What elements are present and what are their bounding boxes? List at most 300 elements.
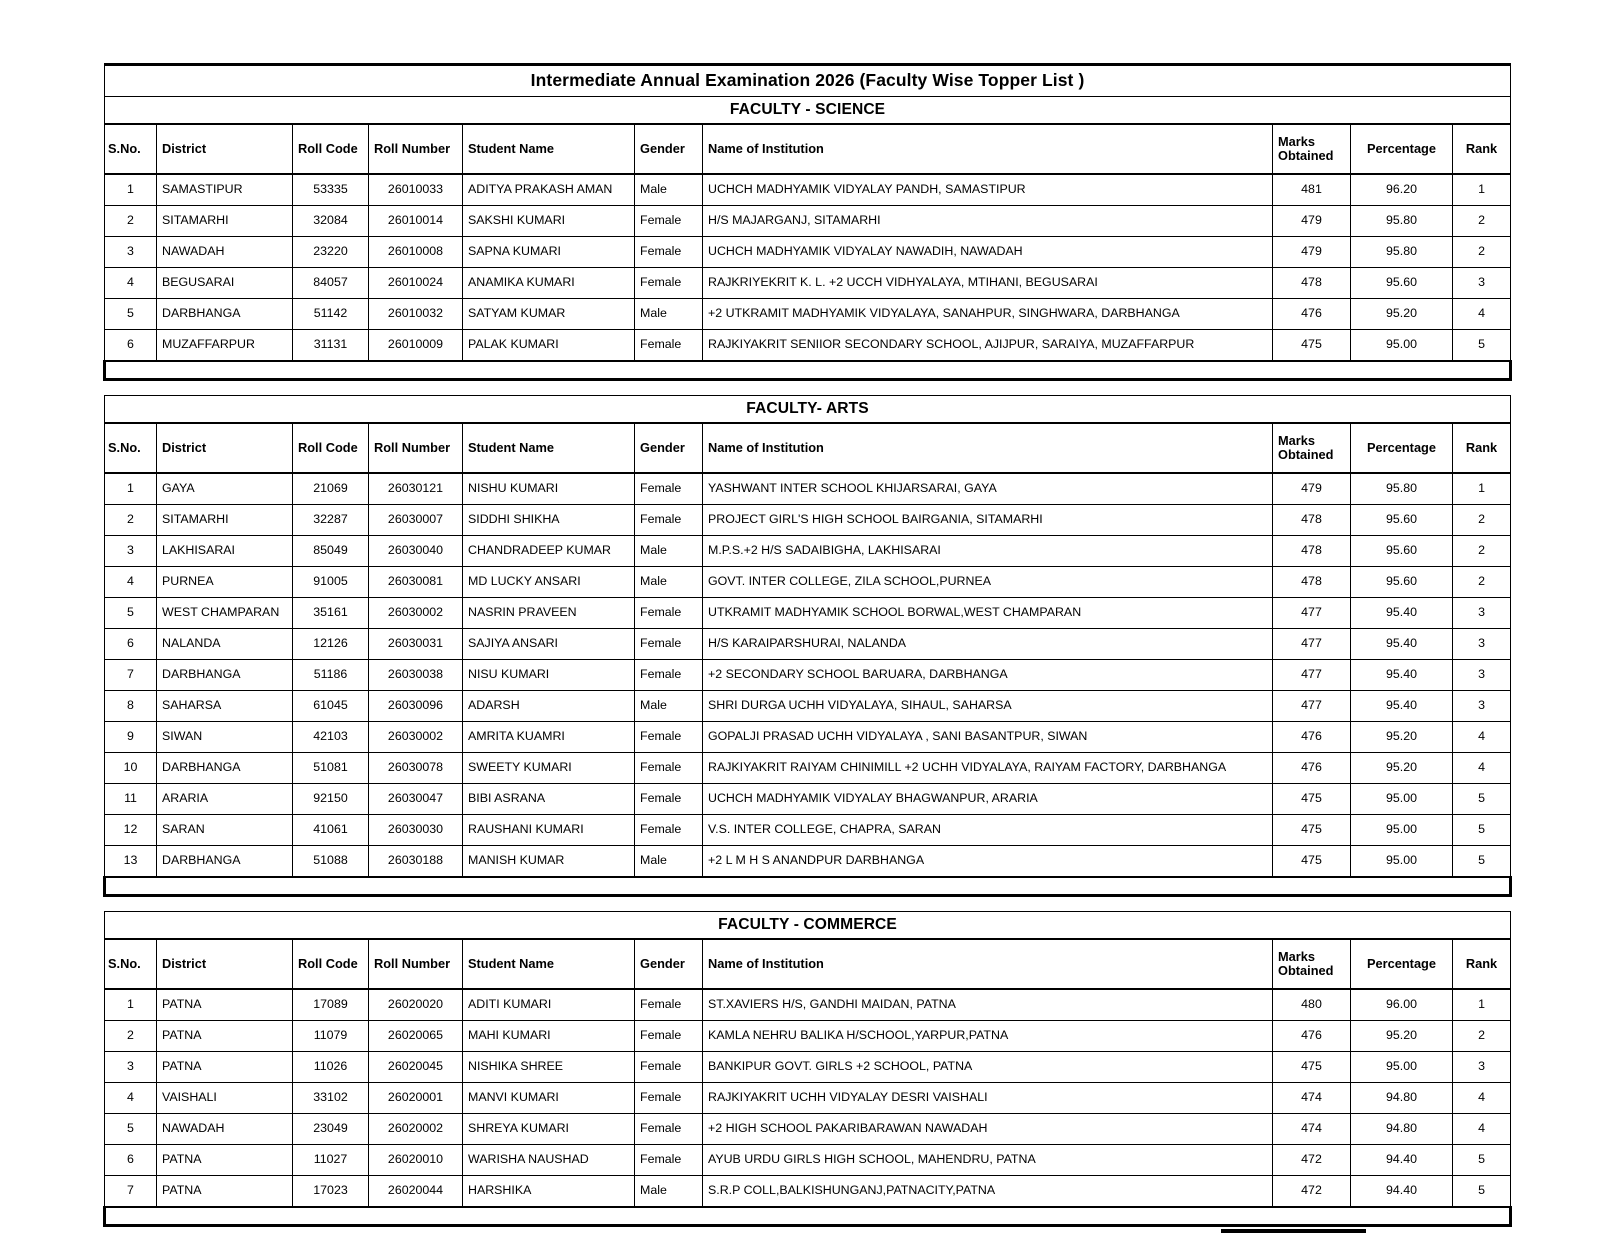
cell-sno: 3	[105, 237, 157, 268]
cell-student-name: SAKSHI KUMARI	[463, 206, 635, 237]
cell-sno: 5	[105, 598, 157, 629]
table-row	[105, 660, 1511, 691]
cell-rank: 4	[1453, 1114, 1511, 1145]
table-row	[105, 722, 1511, 753]
cell-sno: 2	[105, 505, 157, 536]
table-row	[105, 1083, 1511, 1114]
column-header-rank: Rank	[1453, 423, 1511, 473]
column-header-institution: Name of Institution	[703, 124, 1273, 174]
cell-marks-obtained: 475	[1273, 330, 1351, 362]
cell-sno: 2	[105, 206, 157, 237]
cell-marks-obtained: 479	[1273, 206, 1351, 237]
cell-roll-code: 11026	[293, 1052, 369, 1083]
cell-sno: 6	[105, 629, 157, 660]
cell-district: PATNA	[157, 989, 293, 1021]
cell-institution: SHRI DURGA UCHH VIDYALAYA, SIHAUL, SAHARSA	[703, 691, 1273, 722]
cell-roll-code: 53335	[293, 174, 369, 206]
cell-gender: Female	[635, 237, 703, 268]
table-row	[105, 784, 1511, 815]
cell-roll-number: 26010009	[369, 330, 463, 362]
column-header-sno: S.No.	[105, 939, 157, 989]
section-spacer	[105, 877, 1511, 896]
cell-percentage: 95.60	[1351, 536, 1453, 567]
cell-sno: 13	[105, 846, 157, 878]
cell-roll-code: 32287	[293, 505, 369, 536]
cell-marks-obtained: 475	[1273, 815, 1351, 846]
cell-sno: 1	[105, 473, 157, 505]
cell-roll-code: 51186	[293, 660, 369, 691]
cell-rank: 2	[1453, 505, 1511, 536]
cell-institution: UCHCH MADHYAMIK VIDYALAY NAWADIH, NAWADAH	[703, 237, 1273, 268]
cell-institution: +2 UTKRAMIT MADHYAMIK VIDYALAYA, SANAHPUR, SINGHWARA, DARBHANGA	[703, 299, 1273, 330]
cell-gender: Male	[635, 536, 703, 567]
cell-percentage: 95.40	[1351, 598, 1453, 629]
cell-roll-code: 17089	[293, 989, 369, 1021]
cell-institution: ST.XAVIERS H/S, GANDHI MAIDAN, PATNA	[703, 989, 1273, 1021]
cell-district: MUZAFFARPUR	[157, 330, 293, 362]
cell-student-name: SIDDHI SHIKHA	[463, 505, 635, 536]
cell-gender: Female	[635, 598, 703, 629]
cell-gender: Female	[635, 330, 703, 362]
cell-roll-number: 26030031	[369, 629, 463, 660]
cell-district: SITAMARHI	[157, 206, 293, 237]
cell-student-name: ADITI KUMARI	[463, 989, 635, 1021]
cell-percentage: 95.20	[1351, 1021, 1453, 1052]
cell-gender: Female	[635, 1052, 703, 1083]
cell-marks-obtained: 475	[1273, 784, 1351, 815]
cell-institution: GOVT. INTER COLLEGE, ZILA SCHOOL,PURNEA	[703, 567, 1273, 598]
cell-gender: Female	[635, 1114, 703, 1145]
section-spacer-row	[105, 361, 1511, 380]
cell-rank: 5	[1453, 846, 1511, 878]
cell-sno: 10	[105, 753, 157, 784]
cell-rank: 2	[1453, 1021, 1511, 1052]
cell-district: SAMASTIPUR	[157, 174, 293, 206]
column-header-row	[105, 939, 1511, 989]
table-row	[105, 815, 1511, 846]
column-header-sno: S.No.	[105, 124, 157, 174]
cell-marks-obtained: 472	[1273, 1176, 1351, 1208]
cell-roll-number: 26020045	[369, 1052, 463, 1083]
cell-rank: 3	[1453, 598, 1511, 629]
cell-student-name: SWEETY KUMARI	[463, 753, 635, 784]
cell-marks-obtained: 477	[1273, 629, 1351, 660]
cell-roll-code: 85049	[293, 536, 369, 567]
cell-rank: 1	[1453, 174, 1511, 206]
column-header-student-name: Student Name	[463, 423, 635, 473]
cell-roll-code: 51088	[293, 846, 369, 878]
cell-gender: Female	[635, 1021, 703, 1052]
cell-percentage: 96.20	[1351, 174, 1453, 206]
section-gap-row	[105, 380, 1511, 396]
column-header-percentage: Percentage	[1351, 124, 1453, 174]
cell-student-name: PALAK KUMARI	[463, 330, 635, 362]
cell-sno: 6	[105, 1145, 157, 1176]
cell-institution: H/S KARAIPARSHURAI, NALANDA	[703, 629, 1273, 660]
cell-institution: GOPALJI PRASAD UCHH VIDYALAYA , SANI BASANTPUR, SIWAN	[703, 722, 1273, 753]
cell-student-name: NISHU KUMARI	[463, 473, 635, 505]
cell-percentage: 95.60	[1351, 268, 1453, 299]
cell-institution: PROJECT GIRL'S HIGH SCHOOL BAIRGANIA, SITAMARHI	[703, 505, 1273, 536]
cell-institution: YASHWANT INTER SCHOOL KHIJARSARAI, GAYA	[703, 473, 1273, 505]
table-row	[105, 598, 1511, 629]
cell-institution: RAJKIYAKRIT SENIIOR SECONDARY SCHOOL, AJIJPUR, SARAIYA, MUZAFFARPUR	[703, 330, 1273, 362]
section-gap-row	[105, 896, 1511, 912]
cell-rank: 2	[1453, 536, 1511, 567]
cell-sno: 4	[105, 1083, 157, 1114]
marks-obtained-line-1: Marks	[1278, 432, 1315, 448]
cell-district: PATNA	[157, 1052, 293, 1083]
cell-sno: 3	[105, 1052, 157, 1083]
cell-district: DARBHANGA	[157, 660, 293, 691]
cell-gender: Female	[635, 629, 703, 660]
cell-student-name: ADARSH	[463, 691, 635, 722]
cell-gender: Female	[635, 784, 703, 815]
cell-roll-number: 26020001	[369, 1083, 463, 1114]
cell-rank: 2	[1453, 567, 1511, 598]
table-row	[105, 629, 1511, 660]
cell-district: PATNA	[157, 1145, 293, 1176]
table-row	[105, 330, 1511, 362]
cell-roll-number: 26030030	[369, 815, 463, 846]
table-row	[105, 691, 1511, 722]
cell-sno: 4	[105, 567, 157, 598]
cell-rank: 4	[1453, 753, 1511, 784]
cell-roll-number: 26030040	[369, 536, 463, 567]
cell-rank: 3	[1453, 1052, 1511, 1083]
cell-district: DARBHANGA	[157, 299, 293, 330]
cell-institution: AYUB URDU GIRLS HIGH SCHOOL, MAHENDRU, PATNA	[703, 1145, 1273, 1176]
cell-roll-code: 33102	[293, 1083, 369, 1114]
cell-percentage: 95.20	[1351, 753, 1453, 784]
cell-student-name: RAUSHANI KUMARI	[463, 815, 635, 846]
cell-student-name: NISHIKA SHREE	[463, 1052, 635, 1083]
cell-sno: 4	[105, 268, 157, 299]
cell-roll-code: 41061	[293, 815, 369, 846]
cell-roll-code: 31131	[293, 330, 369, 362]
cell-district: WEST CHAMPARAN	[157, 598, 293, 629]
column-header-gender: Gender	[635, 939, 703, 989]
table-row	[105, 1021, 1511, 1052]
table-row	[105, 846, 1511, 878]
table-row	[105, 567, 1511, 598]
cell-roll-number: 26010033	[369, 174, 463, 206]
cell-rank: 5	[1453, 1176, 1511, 1208]
cell-student-name: WARISHA NAUSHAD	[463, 1145, 635, 1176]
column-header-roll-number: Roll Number	[369, 124, 463, 174]
cell-institution: V.S. INTER COLLEGE, CHAPRA, SARAN	[703, 815, 1273, 846]
cell-institution: +2 SECONDARY SCHOOL BARUARA, DARBHANGA	[703, 660, 1273, 691]
table-row	[105, 473, 1511, 505]
table-row	[105, 268, 1511, 299]
cell-percentage: 95.60	[1351, 567, 1453, 598]
cell-marks-obtained: 479	[1273, 237, 1351, 268]
cell-gender: Male	[635, 1176, 703, 1208]
section-spacer-row	[105, 877, 1511, 896]
cell-rank: 4	[1453, 299, 1511, 330]
cell-sno: 8	[105, 691, 157, 722]
cell-rank: 5	[1453, 1145, 1511, 1176]
cell-percentage: 95.40	[1351, 691, 1453, 722]
cell-marks-obtained: 481	[1273, 174, 1351, 206]
cell-roll-code: 11027	[293, 1145, 369, 1176]
cell-percentage: 95.60	[1351, 505, 1453, 536]
cell-percentage: 94.80	[1351, 1114, 1453, 1145]
cell-institution: M.P.S.+2 H/S SADAIBIGHA, LAKHISARAI	[703, 536, 1273, 567]
marks-obtained-line-2: Obtained	[1278, 148, 1334, 163]
cell-rank: 4	[1453, 722, 1511, 753]
cell-student-name: BIBI ASRANA	[463, 784, 635, 815]
cell-roll-number: 26010024	[369, 268, 463, 299]
column-header-district: District	[157, 124, 293, 174]
cell-roll-number: 26030096	[369, 691, 463, 722]
cell-district: VAISHALI	[157, 1083, 293, 1114]
cell-district: PATNA	[157, 1176, 293, 1208]
cell-percentage: 95.40	[1351, 629, 1453, 660]
cell-institution: UTKRAMIT MADHYAMIK SCHOOL BORWAL,WEST CHAMPARAN	[703, 598, 1273, 629]
cell-marks-obtained: 480	[1273, 989, 1351, 1021]
cell-gender: Female	[635, 505, 703, 536]
cell-student-name: SHREYA KUMARI	[463, 1114, 635, 1145]
cell-student-name: ANAMIKA KUMARI	[463, 268, 635, 299]
cell-district: SIWAN	[157, 722, 293, 753]
cell-district: DARBHANGA	[157, 846, 293, 878]
cell-district: ARARIA	[157, 784, 293, 815]
cell-student-name: MD LUCKY ANSARI	[463, 567, 635, 598]
marks-obtained-line-2: Obtained	[1278, 963, 1334, 978]
cell-student-name: SAJIYA ANSARI	[463, 629, 635, 660]
cell-gender: Female	[635, 1145, 703, 1176]
column-header-roll-code: Roll Code	[293, 939, 369, 989]
column-header-student-name: Student Name	[463, 124, 635, 174]
cell-gender: Male	[635, 567, 703, 598]
column-header-gender: Gender	[635, 423, 703, 473]
cell-institution: RAJKRIYEKRIT K. L. +2 UCCH VIDHYALAYA, MTIHANI, BEGUSARAI	[703, 268, 1273, 299]
cell-institution: S.R.P COLL,BALKISHUNGANJ,PATNACITY,PATNA	[703, 1176, 1273, 1208]
cell-district: PURNEA	[157, 567, 293, 598]
marks-obtained-line-1: Marks	[1278, 948, 1315, 964]
cell-gender: Female	[635, 753, 703, 784]
cell-sno: 11	[105, 784, 157, 815]
column-header-percentage: Percentage	[1351, 423, 1453, 473]
cell-rank: 5	[1453, 815, 1511, 846]
cell-gender: Female	[635, 268, 703, 299]
cell-roll-number: 26010014	[369, 206, 463, 237]
cell-district: SAHARSA	[157, 691, 293, 722]
cell-institution: +2 HIGH SCHOOL PAKARIBARAWAN NAWADAH	[703, 1114, 1273, 1145]
cell-student-name: NISU KUMARI	[463, 660, 635, 691]
cell-roll-code: 21069	[293, 473, 369, 505]
cell-roll-number: 26030121	[369, 473, 463, 505]
cell-student-name: NASRIN PRAVEEN	[463, 598, 635, 629]
column-header-percentage: Percentage	[1351, 939, 1453, 989]
cell-sno: 6	[105, 330, 157, 362]
cell-roll-number: 26020002	[369, 1114, 463, 1145]
faculty-heading-row	[105, 396, 1511, 424]
column-header-institution: Name of Institution	[703, 423, 1273, 473]
cell-gender: Female	[635, 660, 703, 691]
column-header-rank: Rank	[1453, 124, 1511, 174]
table-row	[105, 536, 1511, 567]
cell-percentage: 95.80	[1351, 473, 1453, 505]
cell-district: SARAN	[157, 815, 293, 846]
cell-roll-number: 26020065	[369, 1021, 463, 1052]
footer-rule-mark	[1221, 1229, 1366, 1233]
cell-roll-number: 26030002	[369, 722, 463, 753]
cell-sno: 2	[105, 1021, 157, 1052]
section-gap	[105, 380, 1511, 396]
column-header-roll-number: Roll Number	[369, 423, 463, 473]
column-header-district: District	[157, 939, 293, 989]
cell-roll-code: 17023	[293, 1176, 369, 1208]
column-header-institution: Name of Institution	[703, 939, 1273, 989]
cell-roll-code: 61045	[293, 691, 369, 722]
cell-roll-number: 26020020	[369, 989, 463, 1021]
cell-rank: 2	[1453, 237, 1511, 268]
cell-rank: 1	[1453, 989, 1511, 1021]
cell-marks-obtained: 472	[1273, 1145, 1351, 1176]
cell-marks-obtained: 476	[1273, 722, 1351, 753]
cell-roll-code: 32084	[293, 206, 369, 237]
cell-student-name: HARSHIKA	[463, 1176, 635, 1208]
cell-roll-number: 26020010	[369, 1145, 463, 1176]
column-header-roll-code: Roll Code	[293, 423, 369, 473]
topper-list-table	[103, 63, 1512, 1227]
cell-gender: Male	[635, 299, 703, 330]
cell-sno: 12	[105, 815, 157, 846]
cell-percentage: 95.00	[1351, 330, 1453, 362]
cell-marks-obtained: 475	[1273, 846, 1351, 878]
cell-marks-obtained: 474	[1273, 1114, 1351, 1145]
section-gap	[105, 896, 1511, 912]
cell-roll-number: 26030081	[369, 567, 463, 598]
faculty-heading-row	[105, 97, 1511, 125]
column-header-row	[105, 423, 1511, 473]
cell-student-name: SAPNA KUMARI	[463, 237, 635, 268]
cell-student-name: SATYAM KUMAR	[463, 299, 635, 330]
table-row	[105, 1114, 1511, 1145]
column-header-rank: Rank	[1453, 939, 1511, 989]
cell-gender: Male	[635, 174, 703, 206]
cell-roll-number: 26020044	[369, 1176, 463, 1208]
cell-percentage: 94.40	[1351, 1176, 1453, 1208]
cell-roll-number: 26030038	[369, 660, 463, 691]
cell-gender: Female	[635, 989, 703, 1021]
cell-percentage: 95.20	[1351, 299, 1453, 330]
column-header-roll-number: Roll Number	[369, 939, 463, 989]
cell-sno: 5	[105, 1114, 157, 1145]
table-row	[105, 1052, 1511, 1083]
table-row	[105, 1176, 1511, 1208]
cell-district: BEGUSARAI	[157, 268, 293, 299]
cell-roll-number: 26030188	[369, 846, 463, 878]
column-header-student-name: Student Name	[463, 939, 635, 989]
table-row	[105, 505, 1511, 536]
section-spacer	[105, 361, 1511, 380]
topper-list-table-container	[103, 63, 1509, 1227]
cell-sno: 1	[105, 989, 157, 1021]
cell-sno: 7	[105, 660, 157, 691]
cell-rank: 3	[1453, 660, 1511, 691]
cell-percentage: 95.40	[1351, 660, 1453, 691]
column-header-marks-obtained	[1273, 939, 1351, 989]
cell-roll-code: 91005	[293, 567, 369, 598]
faculty-heading-row	[105, 912, 1511, 940]
cell-roll-code: 92150	[293, 784, 369, 815]
cell-roll-code: 84057	[293, 268, 369, 299]
table-row	[105, 299, 1511, 330]
cell-percentage: 95.00	[1351, 846, 1453, 878]
cell-marks-obtained: 476	[1273, 753, 1351, 784]
cell-district: DARBHANGA	[157, 753, 293, 784]
cell-gender: Female	[635, 473, 703, 505]
faculty-heading: FACULTY- ARTS	[105, 396, 1511, 424]
table-row	[105, 237, 1511, 268]
cell-roll-number: 26010008	[369, 237, 463, 268]
table-row	[105, 174, 1511, 206]
marks-obtained-line-2: Obtained	[1278, 447, 1334, 462]
cell-roll-code: 11079	[293, 1021, 369, 1052]
cell-rank: 1	[1453, 473, 1511, 505]
cell-roll-code: 51081	[293, 753, 369, 784]
cell-district: PATNA	[157, 1021, 293, 1052]
cell-marks-obtained: 478	[1273, 505, 1351, 536]
faculty-heading: FACULTY - COMMERCE	[105, 912, 1511, 940]
cell-percentage: 95.00	[1351, 1052, 1453, 1083]
cell-roll-code: 35161	[293, 598, 369, 629]
table-row	[105, 753, 1511, 784]
cell-gender: Male	[635, 691, 703, 722]
cell-sno: 9	[105, 722, 157, 753]
column-header-marks-obtained	[1273, 423, 1351, 473]
cell-gender: Female	[635, 722, 703, 753]
document-title-row	[105, 65, 1511, 97]
cell-district: NAWADAH	[157, 1114, 293, 1145]
cell-institution: H/S MAJARGANJ, SITAMARHI	[703, 206, 1273, 237]
cell-marks-obtained: 476	[1273, 1021, 1351, 1052]
table-row	[105, 989, 1511, 1021]
cell-rank: 4	[1453, 1083, 1511, 1114]
cell-percentage: 94.40	[1351, 1145, 1453, 1176]
cell-roll-number: 26030047	[369, 784, 463, 815]
column-header-roll-code: Roll Code	[293, 124, 369, 174]
cell-roll-number: 26030007	[369, 505, 463, 536]
cell-percentage: 96.00	[1351, 989, 1453, 1021]
cell-marks-obtained: 474	[1273, 1083, 1351, 1114]
section-spacer-row	[105, 1207, 1511, 1226]
cell-roll-code: 23220	[293, 237, 369, 268]
cell-percentage: 94.80	[1351, 1083, 1453, 1114]
cell-institution: UCHCH MADHYAMIK VIDYALAY PANDH, SAMASTIPUR	[703, 174, 1273, 206]
column-header-marks-obtained	[1273, 124, 1351, 174]
cell-institution: BANKIPUR GOVT. GIRLS +2 SCHOOL, PATNA	[703, 1052, 1273, 1083]
cell-marks-obtained: 478	[1273, 268, 1351, 299]
cell-district: GAYA	[157, 473, 293, 505]
cell-marks-obtained: 477	[1273, 691, 1351, 722]
cell-student-name: AMRITA KUAMRI	[463, 722, 635, 753]
cell-student-name: MANVI KUMARI	[463, 1083, 635, 1114]
topper-list-body	[105, 65, 1511, 1226]
cell-rank: 3	[1453, 268, 1511, 299]
cell-marks-obtained: 478	[1273, 567, 1351, 598]
cell-student-name: CHANDRADEEP KUMAR	[463, 536, 635, 567]
cell-rank: 3	[1453, 629, 1511, 660]
cell-gender: Female	[635, 1083, 703, 1114]
cell-percentage: 95.80	[1351, 237, 1453, 268]
cell-marks-obtained: 477	[1273, 598, 1351, 629]
column-header-district: District	[157, 423, 293, 473]
cell-gender: Female	[635, 206, 703, 237]
